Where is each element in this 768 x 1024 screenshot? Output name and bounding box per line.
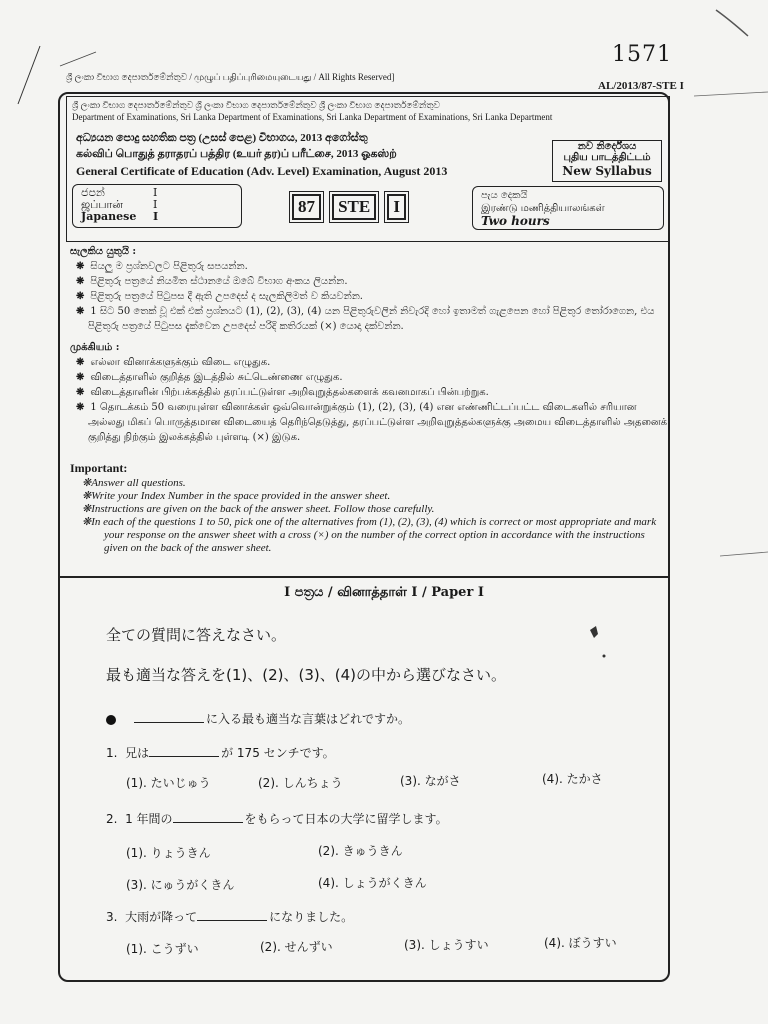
subject-value: I <box>153 198 158 211</box>
question-2-option-1: (1). りょうきん <box>126 846 211 860</box>
list-item: ❋Write your Index Number in the space provided in the answer sheet. <box>82 490 391 502</box>
list-item: ❋ விடைத்தாளில் குறித்த இடத்தில் சுட்டெண்ணை எழுதுக. <box>76 372 343 383</box>
subject-label-si: ජපන් <box>81 186 105 199</box>
question-2-option-3: (3). にゅうがくきん <box>126 878 235 892</box>
page-number: 1571 <box>612 42 672 67</box>
question-3-option-2: (2). せんずい <box>260 940 333 954</box>
duration-ta: இரண்டு மணித்தியாலங்கள் <box>481 203 605 214</box>
question-1-option-4: (4). たかさ <box>542 772 603 786</box>
question-2-option-4: (4). しょうがくきん <box>318 876 427 890</box>
list-item: ❋ පිළිතුරු පත්‍රයේ නියමිත ස්ථානයේ ඔබේ විභාග අංකය ලියන්න. <box>76 276 348 287</box>
exam-title-si: අධ්‍යයන පොදු සහතික පත්‍ර (උසස් පෙළ) විභාගය, 2013 අගෝස්තු <box>76 132 368 144</box>
paper-code: AL/2013/87-STE I <box>598 80 684 92</box>
jp-instruction-answer-all: 全ての質問に答えなさい。 <box>106 626 287 644</box>
duration-si: පැය දෙකයි <box>481 190 528 201</box>
list-item: ❋ 1 தொடக்கம் 50 வரையுள்ள வினாக்கள் ஒவ்வொன்றுக்கும் (1), (2), (3), (4) என எண்ணிட்டப்பட்ட விடைகளில் சரியான அல்லது மிகப் பொருத்தமான விடையைத் தெரிந்தெடுத்து, தரப்பட்டுள்ள அறிவுறுத்தல்களுக்கு அமைய விடைத்தாளில் அதனைக் குறித்து நிற்கும் இலக்கத்தில் புள்ளடி (×) இடுக. <box>76 402 668 443</box>
list-item: ❋ எல்லா வினாக்களுக்கும் விடை எழுதுக. <box>76 357 271 368</box>
syllabus-si: නව නිර්දේශය <box>577 141 637 152</box>
question-1-option-1: (1). たいじゅう <box>126 776 211 790</box>
question-3: 3. 大雨が降って になりました。 <box>106 910 354 924</box>
list-item: ❋ 1 සිට 50 තෙක් වූ එක් එක් ප්‍රශ්නයට (1), (2), (3), (4) යන පිළිතුරුවලින් නිවැරදි හෝ ඉතාමත් ගැළපෙන හෝ පිළිතුර තෝරාගෙන, එය පිළිතුරු පත්‍රයේ පිටුපස දැක්වෙන උපදෙස් පරිදි කතිරයක් (×) යොදා දක්වන්න. <box>76 306 655 332</box>
subject-label-en: Japanese <box>81 210 137 223</box>
department-line-si: ශ්‍රී ලංකා විභාග දෙපාර්තමේන්තුව ශ්‍රී ලංකා විභාග දෙපාර්තමේන්තුව ශ්‍රී ලංකා විභාග දෙපාර්තමේන්තුව <box>72 100 441 110</box>
question-3-option-4: (4). ぼうすい <box>544 936 617 950</box>
jp-section-heading: に入る最も適当な言葉はどれですか。 <box>106 710 410 727</box>
code-box-subject: 87 <box>292 194 321 220</box>
list-item: ❋In each of the questions 1 to 50, pick one of the alternatives from (1), (2), (3), (4) which is correct or most appropriate and mark your response on the answer sheet with a cross (×) on the number of the correct option in accordance with the instructions given on the back of the answer sheet. <box>82 516 657 554</box>
subject-label-ta: ஜப்பான் <box>81 198 123 211</box>
subject-value: I <box>153 186 158 199</box>
question-3-option-1: (1). こうずい <box>126 942 199 956</box>
syllabus-ta: புதிய பாடத்திட்டம் <box>563 152 651 163</box>
question-2: 2. 1 年間の をもらって日本の大学に留学します。 <box>106 812 448 826</box>
list-item: ❋Answer all questions. <box>82 477 186 489</box>
code-box-stream: STE <box>332 194 376 220</box>
department-line-en: Department of Examinations, Sri Lanka Department of Examinations, Sri Lanka Department of Examinations, Sri Lanka Department <box>72 112 553 122</box>
list-item: ❋ விடைத்தாளின் பிற்பக்கத்தில் தரப்பட்டுள்ள அறிவுறுத்தல்களைக் கவனமாகப் பின்பற்றுக. <box>76 387 489 398</box>
syllabus-en: New Syllabus <box>562 164 652 178</box>
list-item: ❋Instructions are given on the back of the answer sheet. Follow those carefully. <box>82 503 435 515</box>
exam-title-en: General Certificate of Education (Adv. Level) Examination, August 2013 <box>76 164 448 178</box>
code-box-paper: I <box>387 194 406 220</box>
instructions-ta-heading: முக்கியம் : <box>70 342 120 353</box>
paper-title: I පත්‍රය / வினாத்தாள் I / Paper I <box>284 585 484 600</box>
question-1-option-2: (2). しんちょう <box>258 776 343 790</box>
exam-title-ta: கல்விப் பொதுத் தராதரப் பத்திர (உயர் தர)ப் பரீட்சை, 2013 ஓகஸ்ற் <box>76 148 397 160</box>
duration-en: Two hours <box>481 214 550 228</box>
rights-notice: ශ්‍රී ලංකා විභාග දෙපාර්තමේන්තුව / முழுப் பதிப்புரிமையுடையது / All Rights Reserved] <box>66 72 395 82</box>
instructions-si-heading: සැලකිය යුතුයි : <box>70 246 137 257</box>
list-item: ❋ සියලු ම ප්‍රශ්නවලට පිළිතුරු සපයන්න. <box>76 261 248 272</box>
subject-value: I <box>153 210 159 223</box>
question-3-option-3: (3). しょうすい <box>404 938 489 952</box>
instructions-en-heading: Important: <box>70 461 128 475</box>
question-2-option-2: (2). きゅうきん <box>318 844 403 858</box>
question-1: 1. 兄は が 175 センチです。 <box>106 746 335 760</box>
question-1-option-3: (3). ながさ <box>400 774 461 788</box>
jp-instruction-choose: 最も適当な答えを(1)、(2)、(3)、(4)の中から選びなさい。 <box>106 666 506 684</box>
list-item: ❋ පිළිතුරු පත්‍රයේ පිටුපස දී ඇති උපදෙස් ද සැලකිලිමත් ව කියවන්න. <box>76 291 363 302</box>
